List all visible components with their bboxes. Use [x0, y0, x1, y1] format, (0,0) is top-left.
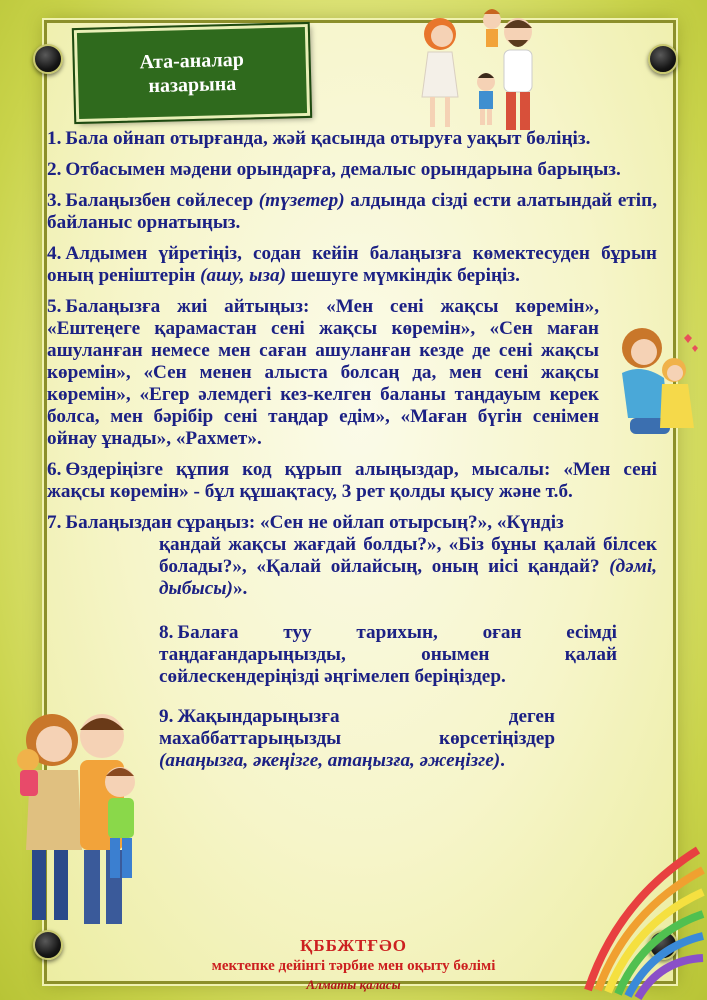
list-item: 6. Өздеріңізге құпия код құрып алыңыздар, мысалы: «Мен сені жақсы көремін» - бұл құшақтасу, 3 рет қолды қысу және т.б. [47, 459, 657, 502]
footer-department: мектепке дейінгі тәрбие мен оқыту бөлімі [211, 958, 496, 974]
title-line-2: назарына [148, 72, 237, 98]
pin-top-right-icon [648, 44, 678, 74]
list-item: 4. Алдымен үйретіңіз, содан кейін балаңызға көмектесуден бұрын оның реніштерін (ашу, ыза) шешуге мүмкіндік беріңіз. [47, 243, 657, 286]
list-item: 2. Отбасымен мәдени орындарға, демалыс орындарына барыңыз. [47, 159, 621, 180]
list-item: 7. Балаңыздан сұраңыз: «Сен не ойлап отырсың?», «Күндіз қандай жақсы жағдай болды?», «Біз бұны қалай білсек болады?», «Қалай ойлайсың, оның иісі қандай? (дәмі, дыбысы)». [47, 512, 657, 599]
family-top-illustration-icon [400, 2, 570, 142]
footer-org: ҚББЖТҒӘО [300, 936, 407, 955]
list-item: 8. Балаға туу тарихын, оған есімді таңдағандарыңызды, онымен қалай сөйлескендеріңізді әңгімелеп беріңіздер. [159, 622, 617, 687]
ribbons-illustration-icon [578, 840, 707, 1000]
list-item: 3. Балаңызбен сөйлесер (түзетер) алдында сізді ести алатындай етіп, байланыс орнатыңыз. [47, 190, 657, 233]
tips-list [47, 128, 657, 781]
footer-city: Алматы қаласы [306, 977, 401, 992]
title-line-1: Ата-аналар [139, 48, 245, 74]
list-item: 5. Балаңызға жиі айтыңыз: «Мен сені жақсы көремін», «Ештеңеге қарамастан сені жақсы көремін», «Сен маған ашуланған немесе мен саған ашуланған кезде де сені жақсы көремін», «Сен менен алыста болсаң да, мен сені жақсы көремін», «Егер әлемдегі кез-келген баланы таңдауым керек болса, мен бәрібір сені таңдар едім», «Маған бүгін сенімен ойнау ұнады», «Рахмет». [47, 296, 599, 449]
title-plate [74, 24, 310, 122]
list-item: 9. Жақындарыңызға деген махаббаттарыңызды көрсетіңіздер (анаңызға, әкеңізге, атаңызға, әжеңізге). [159, 706, 555, 771]
pin-top-left-icon [33, 44, 63, 74]
list-item: 1. Бала ойнап отырғанда, жәй қасында отыруға уақыт бөліңіз. [47, 128, 591, 149]
